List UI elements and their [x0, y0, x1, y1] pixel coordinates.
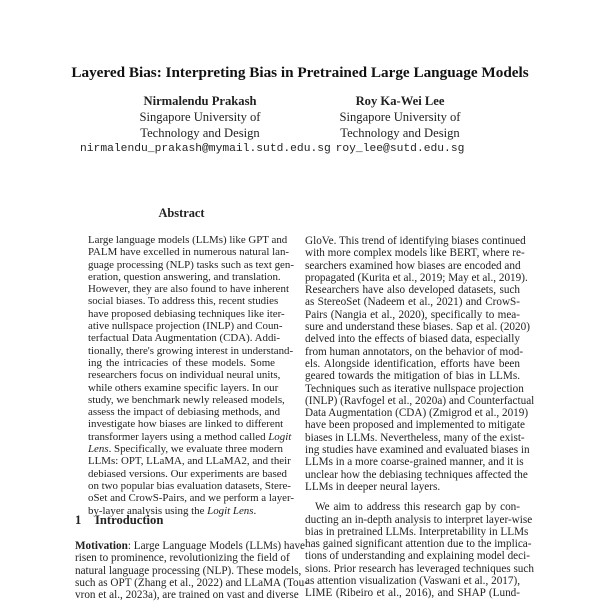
- text-line: [88, 406, 281, 419]
- text-segment: while others examine specific layers. In our: [88, 381, 279, 394]
- text-line: from human annotators, on the behavior of mod-: [305, 345, 524, 358]
- text-line: [88, 418, 284, 431]
- text-line: (INLP) (Ravfogel et al., 2020a) and Counterfactual: [305, 394, 535, 407]
- text-line: sions. Prior research has leveraged techniques such: [305, 562, 534, 575]
- text-segment: ing the intricacies of these models. Some: [88, 356, 275, 369]
- text-segment: vron et al., 2023a), are trained on vast and diverse: [75, 589, 299, 601]
- introduction-body: [75, 540, 308, 601]
- author-block: [300, 93, 500, 157]
- text-segment: LLMs: OPT, LLaMA, and LLaMA2, and their: [88, 455, 291, 468]
- text-line: We aim to address this research gap by con-: [315, 501, 520, 514]
- author-name: Nirmalendu Prakash: [143, 94, 257, 108]
- text-segment: investigate how biases are linked to different: [88, 418, 284, 431]
- text-segment: oSet and CrowS-Pairs, and we perform a layer-: [88, 492, 295, 505]
- text-line: bias in pretrained LLMs. Interpretability in LLMs: [305, 525, 529, 538]
- text-segment: researchers focus on individual neural units,: [88, 369, 281, 382]
- text-line: [88, 246, 290, 259]
- text-line: unclear how the debiasing techniques affected the: [305, 468, 528, 481]
- text-line: [88, 295, 279, 308]
- text-line: [88, 234, 288, 246]
- text-line: LIME (Ribeiro et al., 2016), and SHAP (Lund-: [305, 587, 520, 600]
- text-line: [88, 467, 287, 480]
- text-line: [75, 589, 299, 601]
- text-line: els. Alongside identification, efforts have been: [305, 357, 520, 370]
- text-line: [88, 430, 292, 443]
- text-line: GloVe. This trend of identifying biases continued: [305, 235, 526, 247]
- text-line: [88, 320, 283, 333]
- text-line: [88, 332, 281, 345]
- author-email: nirmalendu_prakash@mymail.sutd.edu.sg: [80, 143, 331, 155]
- text-line: [88, 393, 285, 406]
- text-line: [75, 552, 290, 565]
- text-line: ing studies have examined and evaluated biases in: [305, 444, 530, 457]
- text-segment: on two popular bias evaluation datasets, Stere-: [88, 479, 291, 492]
- text-line: [88, 307, 285, 320]
- text-segment: transformer layers using a method called: [88, 430, 269, 443]
- text-line: biases in LLMs. Nevertheless, many of the exist-: [305, 431, 525, 444]
- text-line: [88, 369, 281, 382]
- text-line: [88, 283, 289, 296]
- abstract-body: [88, 234, 295, 517]
- author-affiliation: Singapore University of: [139, 110, 261, 124]
- author-affiliation: Singapore University of: [339, 110, 461, 124]
- text-line: [88, 479, 291, 492]
- text-line: Pairs (Nangia et al., 2020), specifically to mea-: [305, 308, 520, 321]
- text-line: searchers examined how biases are encoded and: [305, 259, 521, 272]
- text-segment: natural language processing (NLP). These models,: [75, 564, 302, 577]
- italic-text: Lens: [88, 443, 109, 456]
- author-affiliation: Technology and Design: [140, 126, 260, 140]
- text-line: [88, 258, 294, 271]
- text-line: Techniques such as iterative nullspace projection: [305, 382, 524, 395]
- text-segment: by-layer analysis using the: [88, 504, 208, 517]
- text-line: [88, 381, 279, 394]
- author-block: [80, 93, 331, 157]
- text-segment: tionally, there's growing interest in understand-: [88, 344, 294, 357]
- text-segment: However, they are also found to have inherent: [88, 283, 289, 296]
- text-segment: social biases. To address this, recent studies: [88, 295, 279, 308]
- text-segment: terfactual Data Augmentation (CDA). Addi-: [88, 332, 281, 345]
- text-segment: ative nullspace projection (INLP) and Coun-: [88, 320, 283, 333]
- right-column-body: [305, 235, 535, 600]
- text-segment: guage processing (NLP) tasks such as text gen-: [88, 258, 294, 271]
- abstract-heading: Abstract: [158, 206, 205, 220]
- author-name: Roy Ka-Wei Lee: [355, 94, 445, 108]
- text-line: [88, 443, 283, 456]
- text-segment: assess the impact of debiasing methods, and: [88, 406, 281, 419]
- text-segment: debiased versions. Our experiments are based: [88, 467, 287, 480]
- text-line: [88, 270, 281, 283]
- text-line: delved into the effects of biased data, especially: [305, 333, 520, 346]
- text-segment: risen to prominence, revolutionizing the field of: [75, 552, 290, 565]
- text-segment: PALM have excelled in numerous natural lan-: [88, 246, 290, 259]
- text-segment: eration, question answering, and translation.: [88, 270, 281, 283]
- text-line: [88, 357, 275, 369]
- italic-text: Logit: [268, 430, 292, 443]
- text-segment: : Large Language Models (LLMs) have: [127, 540, 306, 552]
- text-line: [75, 540, 306, 552]
- text-line: [88, 344, 294, 357]
- text-line: as attention visualization (Vaswani et al., 2017),: [305, 575, 520, 588]
- text-line: has gained significant attention due to the implica-: [305, 538, 532, 551]
- text-segment: have proposed debiasing techniques like iter-: [88, 307, 285, 320]
- text-line: tions of understanding and explaining model deci-: [305, 550, 530, 563]
- author-affiliation: Technology and Design: [340, 126, 460, 140]
- italic-text: Logit Lens: [207, 504, 254, 517]
- author-email: roy_lee@sutd.edu.sg: [335, 143, 465, 155]
- section-number: 1: [75, 513, 82, 527]
- text-line: LLMs in a more coarse-grained manner, and it is: [305, 456, 524, 469]
- text-line: [75, 564, 302, 577]
- text-segment: Large language models (LLMs) like GPT and: [88, 234, 288, 246]
- text-line: Researchers have also developed datasets, such: [305, 284, 520, 297]
- paper-title: Layered Bias: Interpreting Bias in Pretrained Large Language Models: [71, 64, 529, 81]
- text-line: LLMs in deeper neural layers.: [305, 480, 441, 493]
- section-title: Introduction: [95, 513, 164, 527]
- text-line: have been proposed and implemented to mitigate: [305, 419, 525, 432]
- text-line: [88, 492, 295, 505]
- text-line: [88, 455, 291, 468]
- text-line: as StereoSet (Nadeem et al., 2021) and CrowS-: [305, 296, 520, 309]
- text-line: [75, 576, 308, 589]
- bold-text: Motivation: [75, 540, 128, 552]
- text-line: with more complex models like BERT, where re-: [305, 247, 525, 260]
- text-line: Data Augmentation (CDA) (Zmigrod et al., 2019): [305, 407, 529, 420]
- text-segment: such as OPT (Zhang et al., 2022) and LLaMA (Tou-: [75, 576, 308, 589]
- text-line: geared towards the mitigation of bias in LLMs.: [305, 370, 520, 383]
- text-line: ducting an in-depth analysis to interpret layer-wise: [305, 513, 533, 526]
- text-line: propagated (Kurita et al., 2019; May et al., 2019).: [305, 271, 528, 284]
- text-segment: study, we benchmark newly released models,: [88, 393, 285, 406]
- text-segment: .: [253, 504, 257, 517]
- section-heading: [75, 513, 163, 528]
- text-line: sure and understand these biases. Sap et al. (2020): [305, 321, 530, 334]
- text-segment: . Specifically, we evaluate three modern: [108, 443, 283, 456]
